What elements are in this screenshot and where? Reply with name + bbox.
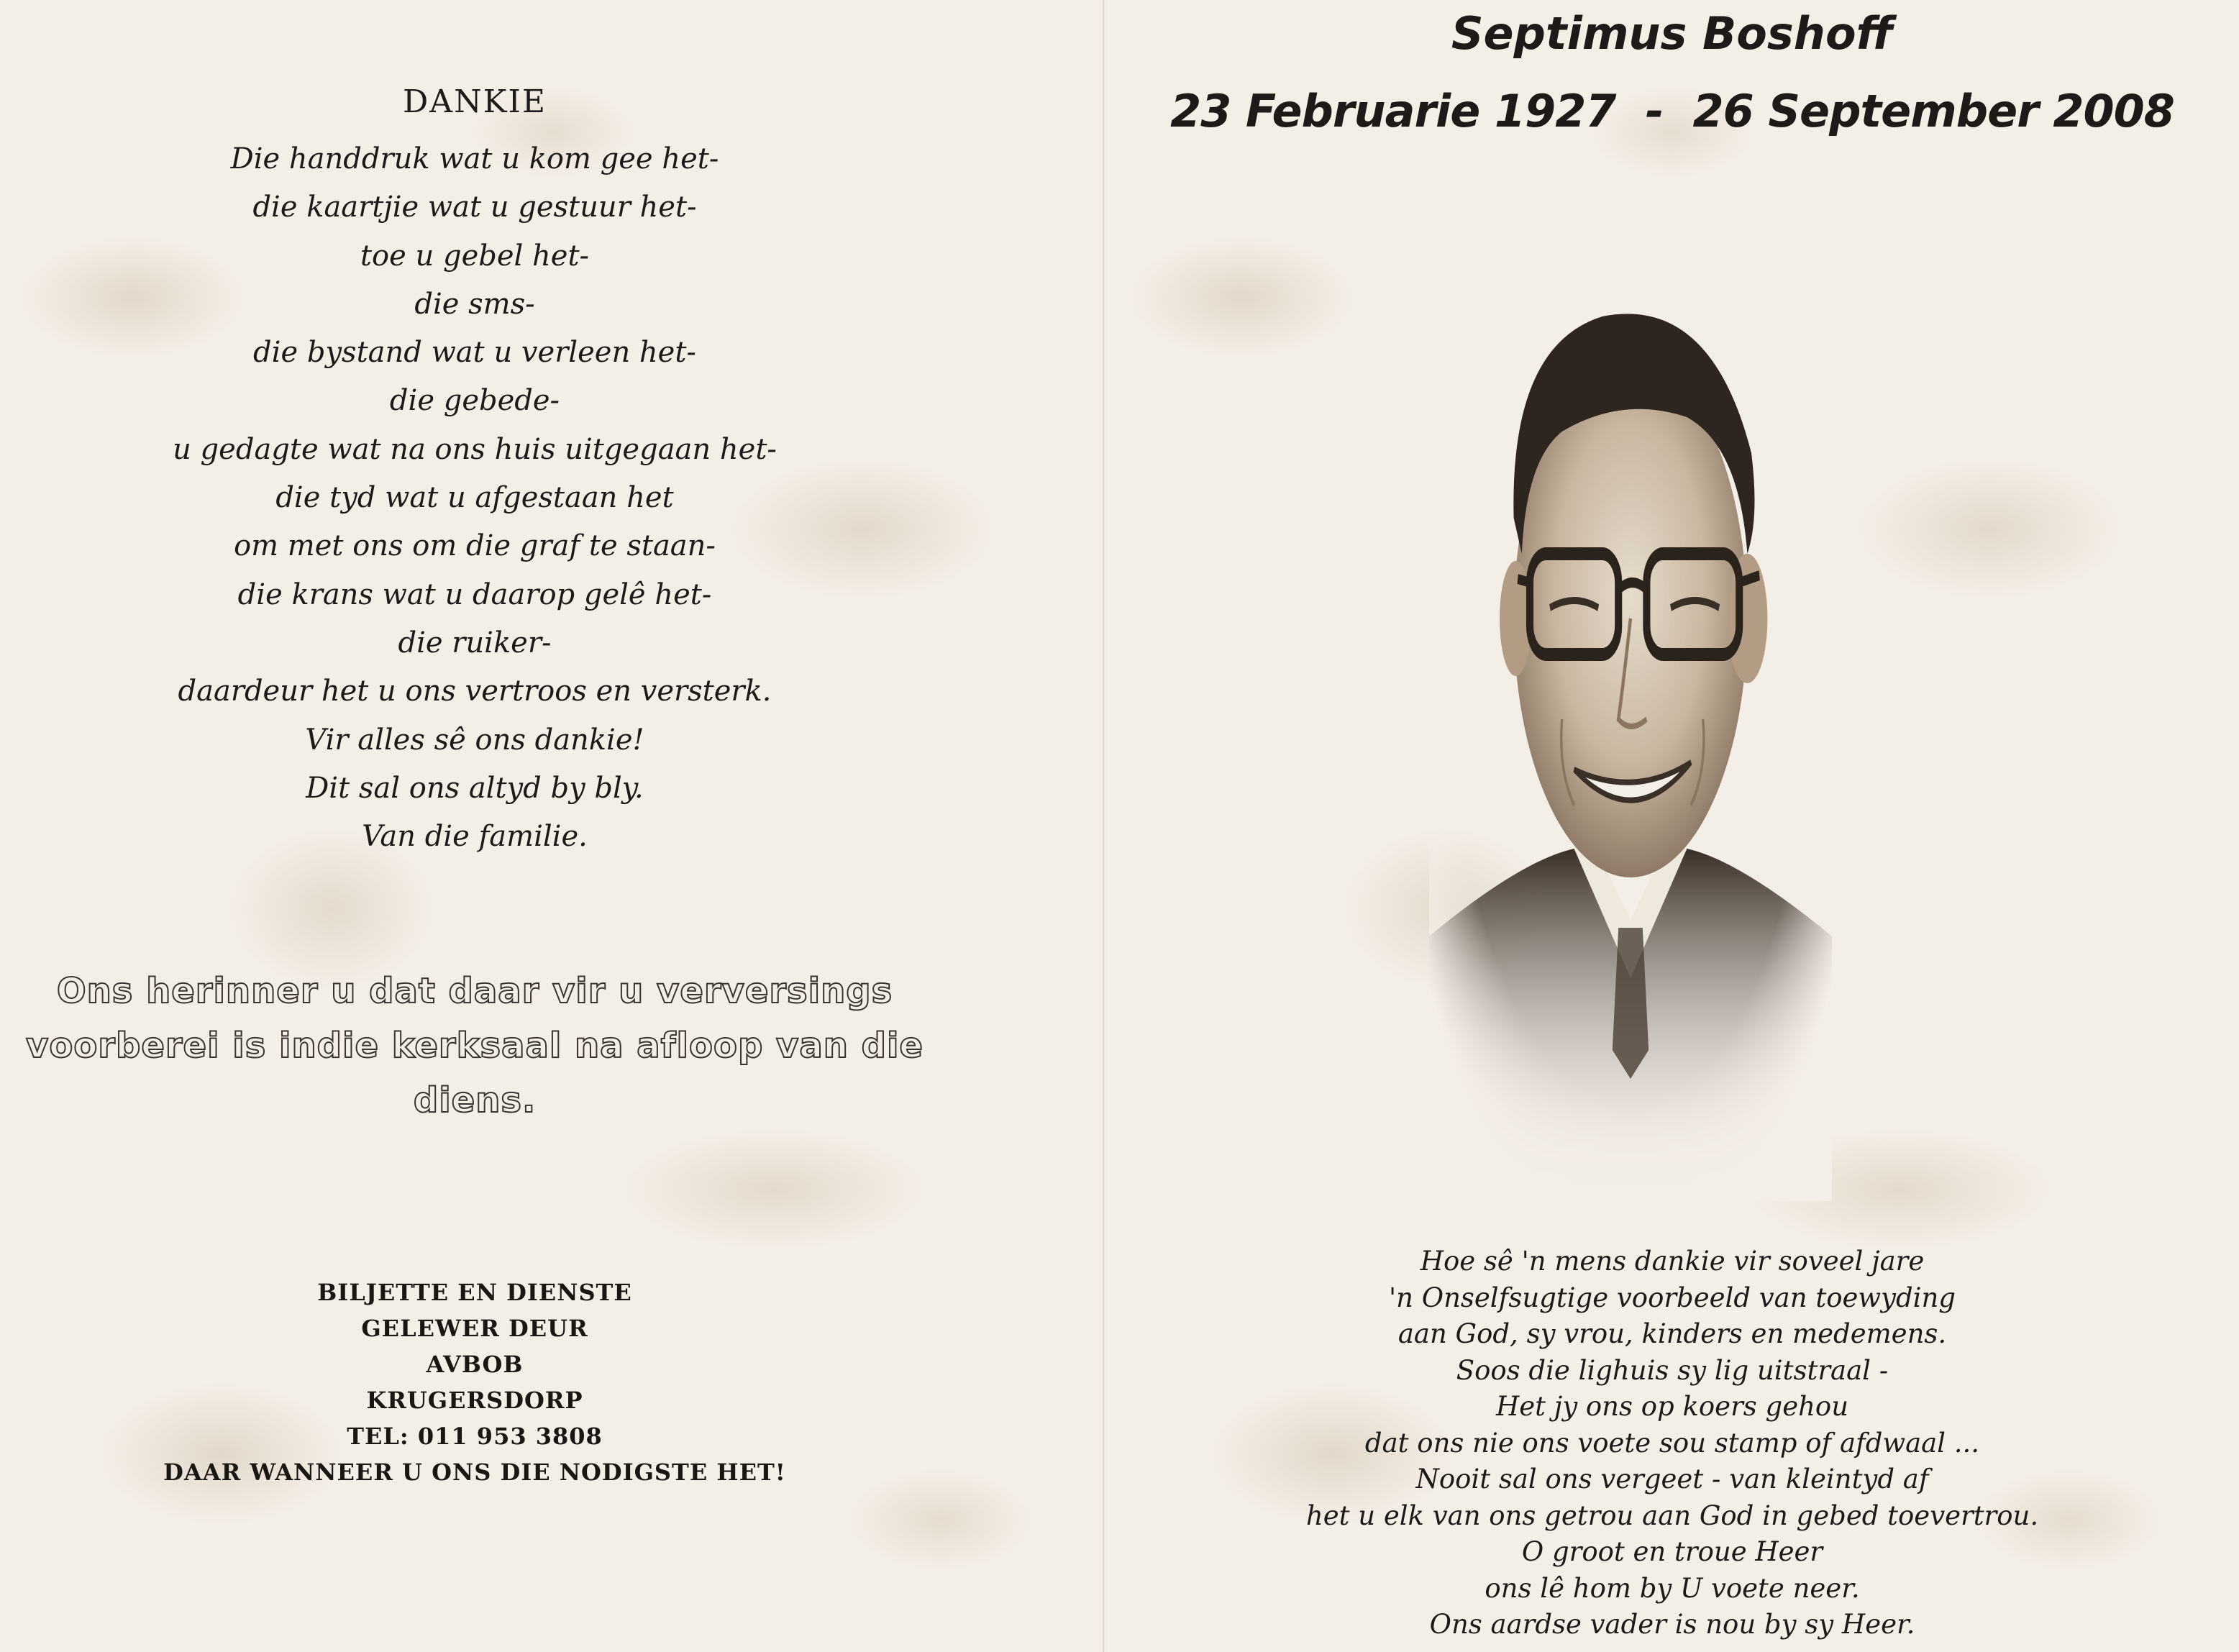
dankie-title: DANKIE bbox=[403, 83, 547, 120]
poem-line: toe u gebel het- bbox=[360, 239, 590, 273]
tribute-poem bbox=[1105, 1243, 2239, 1643]
info-line: BILJETTE EN DIENSTE bbox=[317, 1279, 632, 1306]
deceased-name: Septimus Boshoff bbox=[1451, 7, 1894, 60]
poem-line: u gedagte wat na ons huis uitgegaan het- bbox=[173, 432, 777, 466]
poem-line: Het jy ons op koers gehou bbox=[1495, 1391, 1849, 1422]
info-line: TEL: 011 953 3808 bbox=[347, 1423, 603, 1450]
poem-line: Soos die lighuis sy lig uitstraal - bbox=[1456, 1354, 1889, 1386]
poem-line: die tyd wat u afgestaan het bbox=[275, 481, 674, 515]
life-dates-text: 23 Februarie 1927 - 26 September 2008 bbox=[1170, 85, 2174, 137]
poem-line: ons lê hom by U voete neer. bbox=[1485, 1572, 1860, 1604]
poem-line: Dit sal ons altyd by bly. bbox=[306, 771, 644, 805]
poem-line: Die handdruk wat u kom gee het- bbox=[230, 142, 719, 175]
info-line: DAAR WANNEER U ONS DIE NODIGSTE HET! bbox=[163, 1459, 786, 1486]
poem-line: Nooit sal ons vergeet - van kleintyd af bbox=[1415, 1464, 1929, 1494]
poem-line: Hoe sê 'n mens dankie vir soveel jare bbox=[1420, 1246, 1925, 1277]
poem-line: Ons aardse vader is nou by sy Heer. bbox=[1429, 1609, 1915, 1640]
info-line: KRUGERSDORP bbox=[366, 1387, 583, 1414]
left-page bbox=[0, 0, 1105, 1652]
poem-line: die bystand wat u verleen het- bbox=[253, 336, 696, 370]
poem-line: Van die familie. bbox=[362, 820, 588, 854]
portrait-photo-icon bbox=[1429, 216, 1832, 1201]
poem-line: die gebede- bbox=[389, 384, 560, 418]
poem-line: die krans wat u daarop gelê het- bbox=[237, 578, 712, 611]
poem-line: 'n Onselfsugtige voorbeeld van toewyding bbox=[1389, 1282, 1956, 1313]
right-page bbox=[1105, 0, 2239, 1652]
poem-line: die ruiker- bbox=[398, 626, 552, 660]
poem-line: het u elk van ons getrou aan God in gebed toevertrou. bbox=[1305, 1500, 2039, 1531]
poem-line: die sms- bbox=[414, 287, 535, 321]
funeral-services-info bbox=[0, 1274, 949, 1490]
poem-line: dat ons nie ons voete sou stamp of afdwaal ... bbox=[1364, 1427, 1980, 1459]
life-dates bbox=[1105, 85, 2239, 137]
poem-line: aan God, sy vrou, kinders en medemens. bbox=[1397, 1318, 1947, 1349]
poem-line: daardeur het u ons vertroos en versterk. bbox=[178, 675, 772, 708]
poem-line: om met ons om die graf te staan- bbox=[234, 529, 716, 563]
thank-you-poem bbox=[0, 135, 949, 861]
info-line: AVBOB bbox=[426, 1351, 524, 1378]
poem-line: O groot en troue Heer bbox=[1521, 1536, 1823, 1567]
refreshments-reminder: Ons herinner u dat daar vir u verversings voorberei is indie kerksaal na afloop van die diens. bbox=[26, 971, 924, 1121]
poem-line: die kaartjie wat u gestuur het- bbox=[252, 191, 697, 224]
info-line: GELEWER DEUR bbox=[361, 1315, 588, 1342]
poem-line: Vir alles sê ons dankie! bbox=[305, 723, 644, 757]
